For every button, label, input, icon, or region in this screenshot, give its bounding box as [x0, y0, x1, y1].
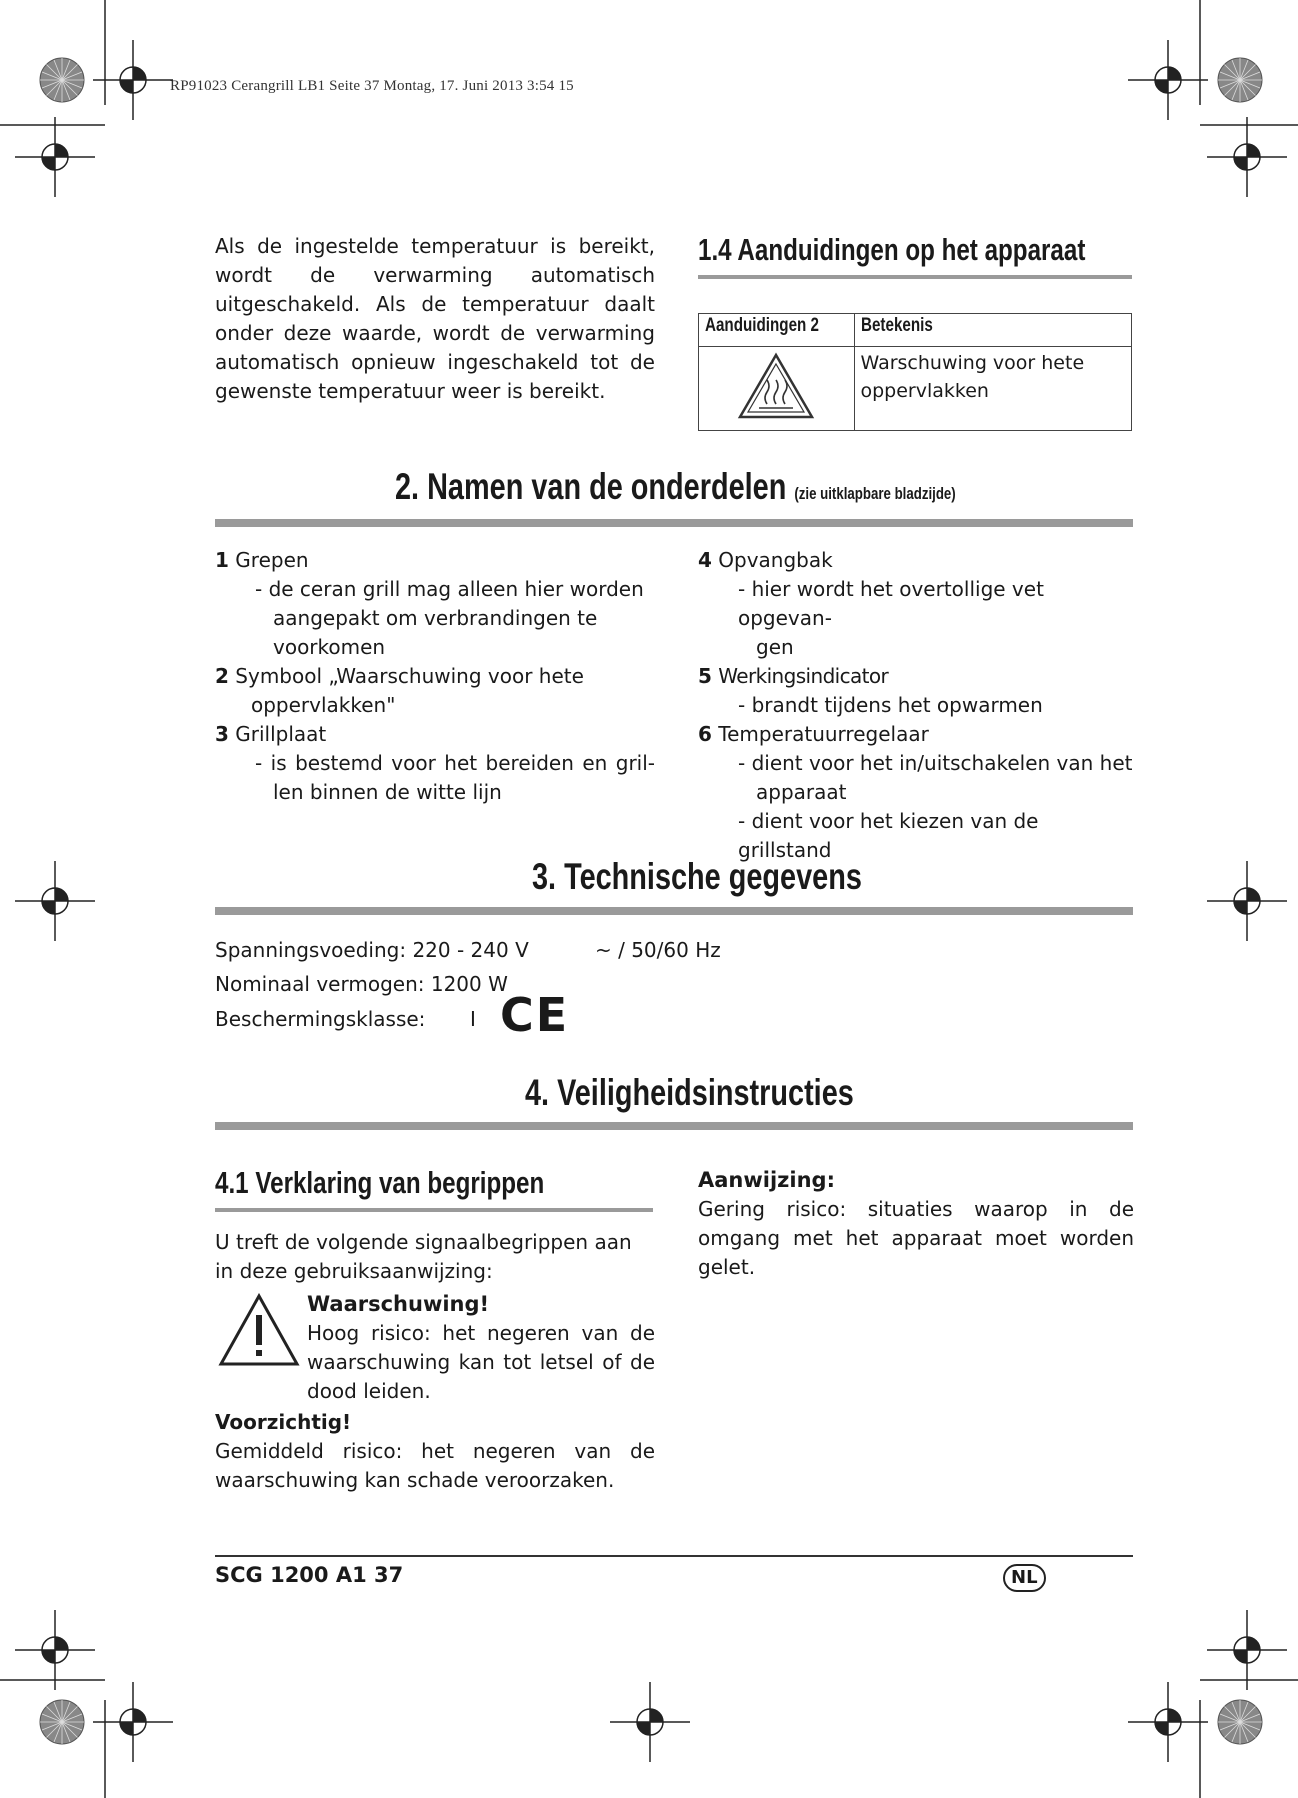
signs-table-header-2: Betekenis [854, 314, 1132, 347]
part-2-cont: oppervlakken" [251, 693, 396, 717]
section-4-1-title: 4.1 Verklaring van begrippen [215, 1165, 545, 1200]
signal-words-intro: U treft de volgende signaalbegrippen aan in deze gebruiksaanwijzing: [215, 1230, 632, 1283]
section-2-rule [215, 519, 1133, 527]
caution-title: Voorzichtig! [215, 1410, 352, 1434]
warning-title: Waarschuwing! [307, 1292, 490, 1316]
part-6: 6 Temperatuurregelaar [698, 722, 929, 746]
frequency-spec: ~ / 50/60 Hz [595, 938, 721, 962]
part-5: 5 Werkingsindicator [698, 664, 889, 688]
section-4-title: 4. Veiligheidsinstructies [525, 1072, 854, 1113]
protection-class-label: Beschermingsklasse: [215, 1007, 426, 1031]
part-5-desc: - brandt tijdens het opwarmen [738, 693, 1043, 717]
hot-surface-warning-icon [737, 352, 815, 420]
protection-class-value: I [470, 1007, 476, 1031]
signs-table-meaning: Warschuwing voor hete oppervlakken [854, 347, 1132, 431]
section-4-rule [215, 1122, 1133, 1130]
part-1-desc: voorkomen [273, 635, 386, 659]
part-1-desc: aangepakt om verbrandingen te [273, 606, 598, 630]
warning-triangle-icon [218, 1293, 300, 1367]
section-1-4-title: 1.4 Aanduidingen op het apparaat [698, 232, 1086, 267]
section-2-title-note: (zie uitklapbare bladzijde) [794, 484, 956, 503]
section-2-title: 2. Namen van de onderdelen (zie uitklapbare bladzijde) [395, 466, 956, 507]
voltage-spec: Spanningsvoeding: 220 - 240 V [215, 938, 529, 962]
parts-list-right [698, 546, 1138, 865]
power-spec: Nominaal vermogen: 1200 W [215, 972, 508, 996]
hot-surface-symbol-cell [699, 347, 855, 431]
intro-paragraph: Als de ingestelde temperatuur is bereikt, wordt de verwarming automatisch uitgeschakeld. Als de temperatuur daalt onder deze waarde, wordt de verwarming automatisch opnieuw ingeschakeld tot de gewenste temperatuur weer is bereikt. [215, 234, 655, 403]
part-2: 2 Symbool „Waarschuwing voor hete [215, 664, 584, 688]
part-3: 3 Grillplaat [215, 722, 327, 746]
part-4: 4 Opvangbak [698, 548, 833, 572]
part-4-desc: - hier wordt het overtollige vet opgevan- [738, 577, 1044, 630]
section-4-1-rule [215, 1208, 653, 1212]
part-6-desc: - dient voor het in/uitschakelen van het [738, 751, 1133, 775]
caution-text: Gemiddeld risico: het negeren van de waarschuwing kan schade veroorzaken. [215, 1439, 655, 1492]
note-text: Gering risico: situaties waarop in de omgang met het apparaat moet worden gelet. [698, 1197, 1134, 1279]
part-6-desc: - dient voor het kiezen van de grillstand [738, 809, 1039, 862]
signs-table-header-1: Aanduidingen 2 [699, 314, 855, 347]
part-1-desc: - de ceran grill mag alleen hier worden [255, 577, 644, 601]
part-6-desc: apparaat [756, 780, 847, 804]
parts-list-left [215, 546, 655, 807]
ce-mark: CE [500, 988, 570, 1042]
part-3-desc: - is bestemd voor het bereiden en gril- [255, 751, 655, 775]
part-1: 1 Grepen [215, 548, 309, 572]
section-3-title: 3. Technische gegevens [532, 856, 862, 897]
section-1-4-rule [698, 275, 1132, 279]
warning-text: Hoog risico: het negeren van de waarschuwing kan tot letsel of de dood leiden. [307, 1321, 655, 1403]
part-3-desc: len binnen de witte lijn [273, 780, 502, 804]
print-slug-line: RP91023 Cerangrill LB1 Seite 37 Montag, 17. Juni 2013 3:54 15 [170, 78, 574, 94]
signs-table [698, 313, 1132, 431]
part-4-desc: gen [756, 635, 794, 659]
language-badge: NL [1003, 1564, 1046, 1592]
note-title: Aanwijzing: [698, 1168, 835, 1192]
footer-model-page: SCG 1200 A1 37 [215, 1563, 404, 1587]
section-3-rule [215, 907, 1133, 915]
footer-rule [215, 1555, 1133, 1557]
